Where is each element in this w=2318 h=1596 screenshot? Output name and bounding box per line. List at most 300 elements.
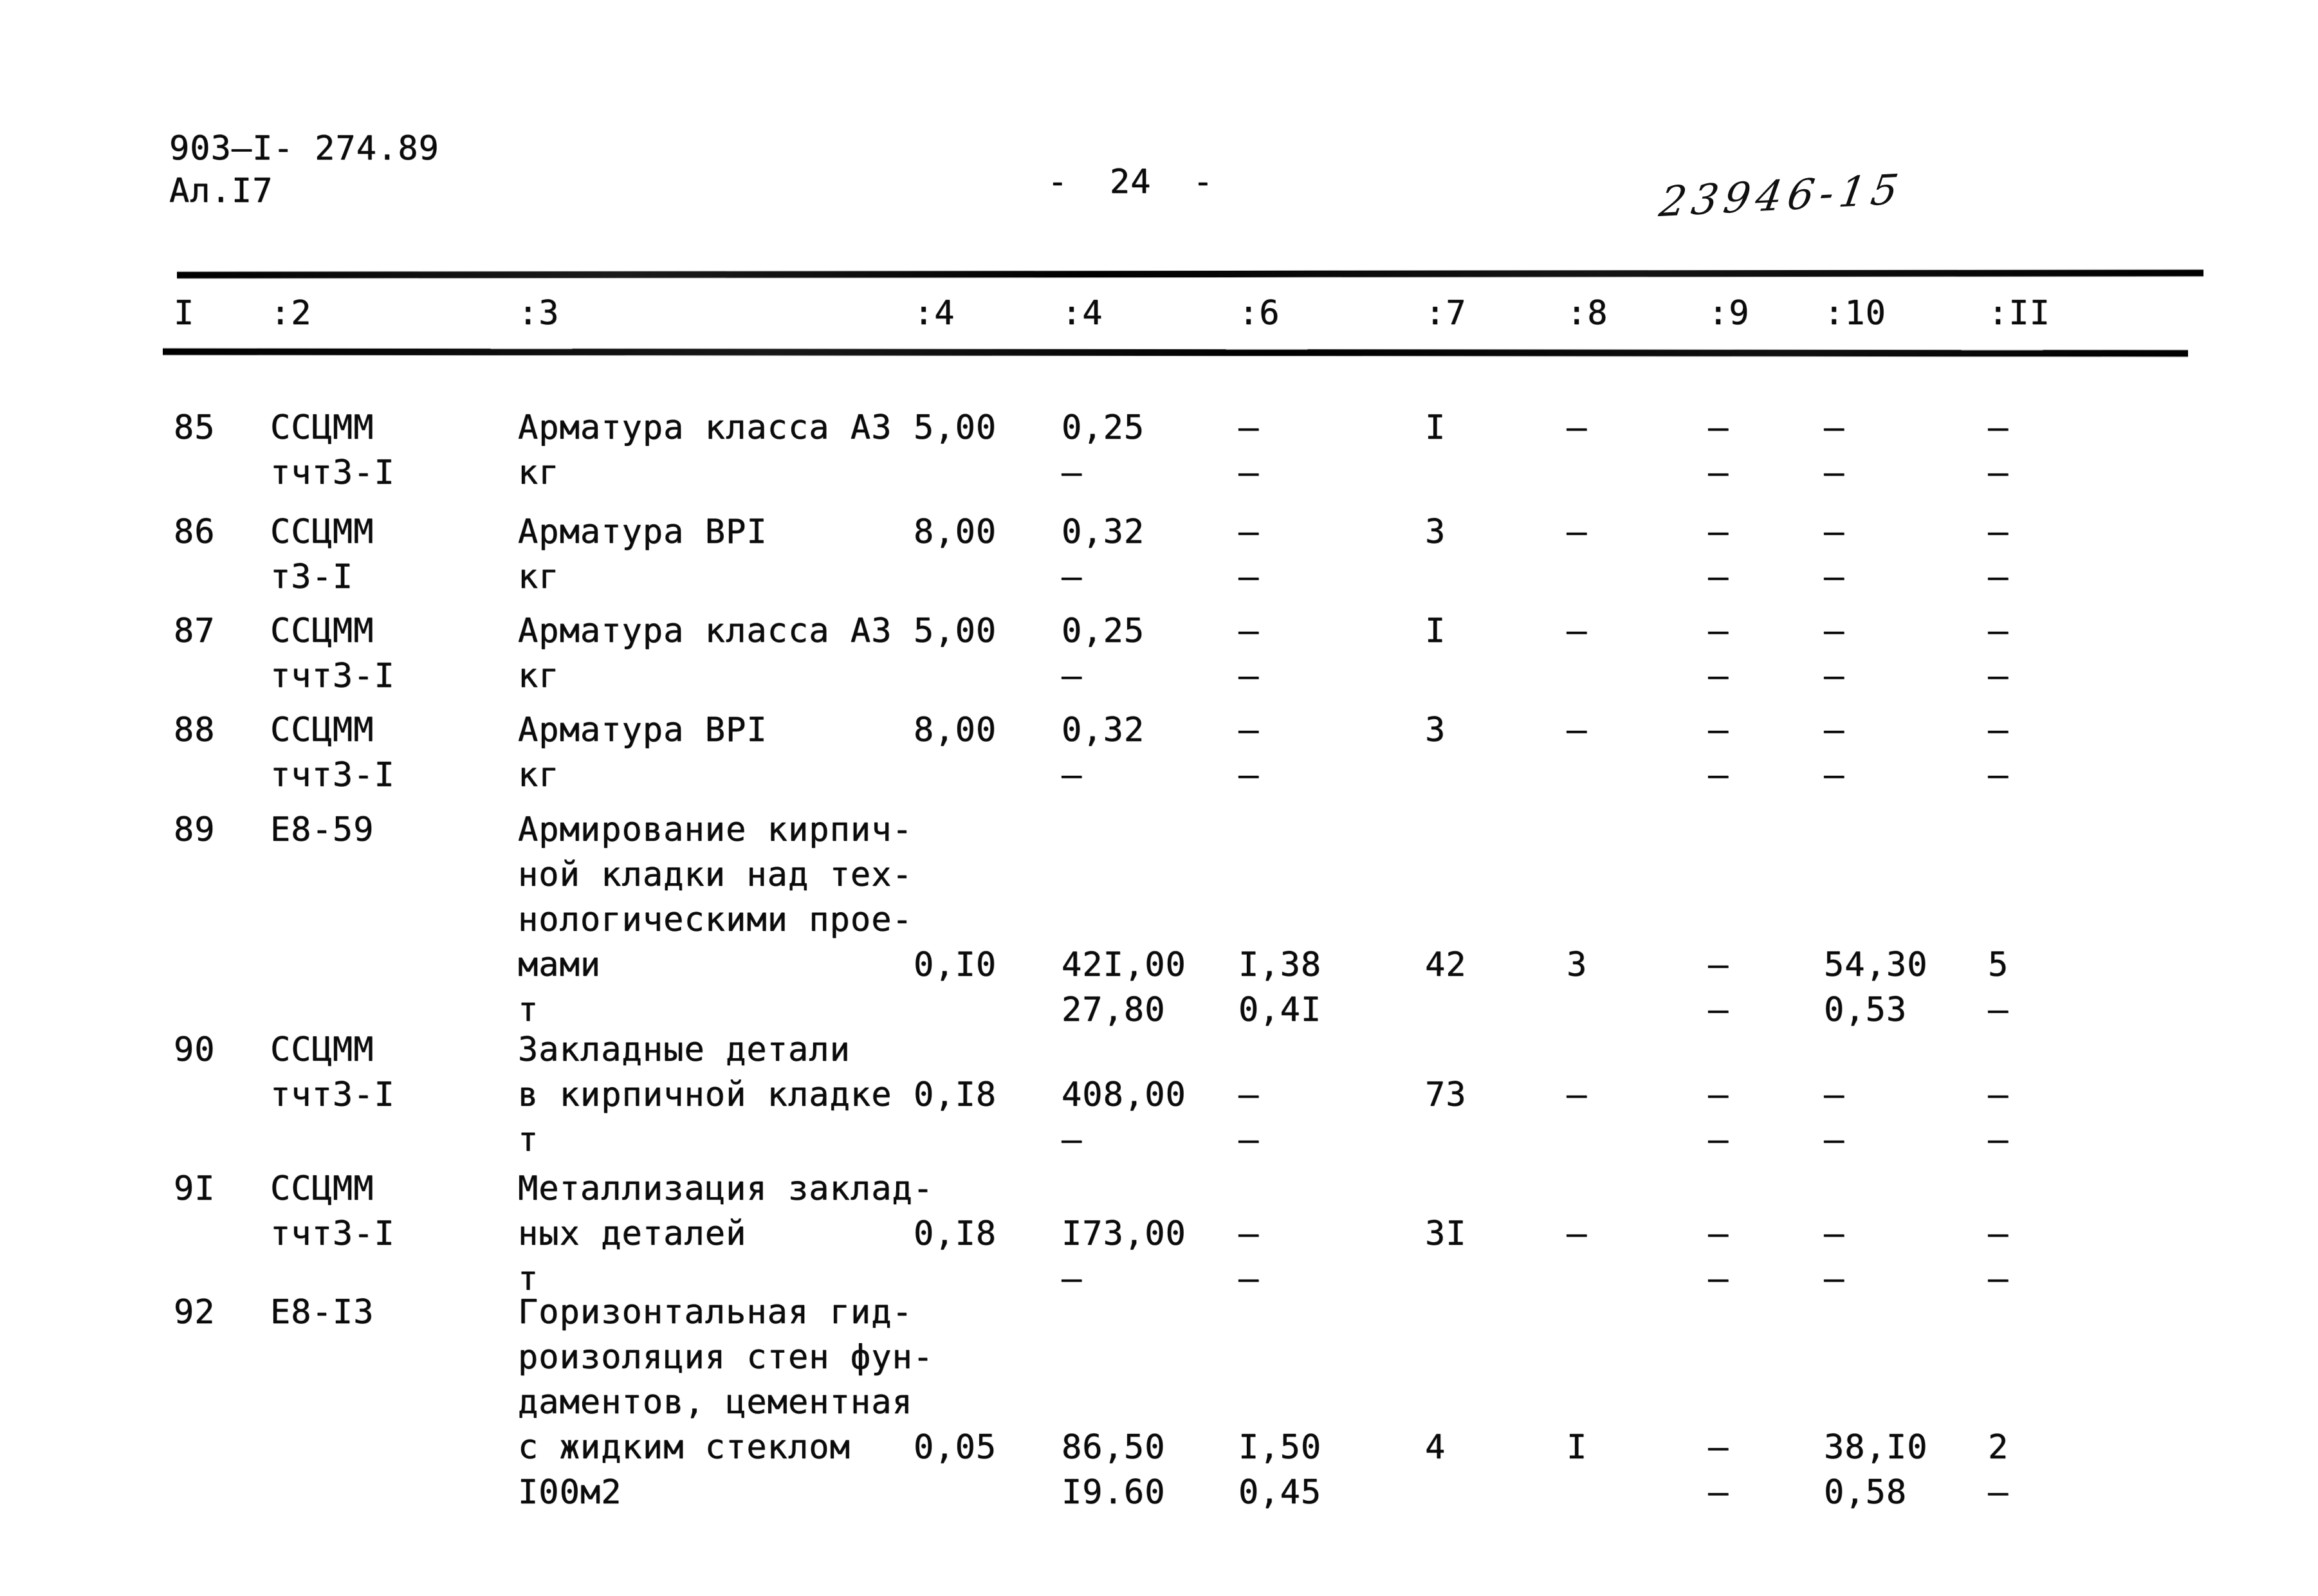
cell-line	[1824, 1290, 1928, 1335]
cell-line: 38,I0	[1824, 1428, 1928, 1467]
cell-line: кг	[518, 756, 560, 794]
cell-line: –	[1708, 756, 1729, 794]
table-cell	[1824, 708, 1844, 798]
table-cell	[174, 807, 216, 852]
cell-line: –	[1824, 657, 1845, 695]
cell-line: –	[1824, 1121, 1845, 1159]
cell-line: I,50	[1238, 1428, 1322, 1467]
cell-line: 0,32	[1062, 711, 1145, 749]
cell-line	[1708, 1290, 1729, 1335]
table-cell	[914, 1027, 997, 1117]
cell-line: ССЦММ	[270, 1031, 374, 1069]
table-cell	[1238, 1290, 1321, 1515]
cell-line: в кирпичной кладке	[518, 1076, 892, 1114]
cell-line: тчт3-I	[270, 454, 395, 492]
cell-line	[1567, 1027, 1587, 1072]
cell-line: –	[1708, 1260, 1729, 1298]
table-cell	[1824, 609, 1844, 699]
cell-line	[1988, 852, 2009, 897]
table-cell	[1238, 1166, 1259, 1301]
table-cell	[174, 405, 216, 450]
cell-line	[1824, 1380, 1928, 1425]
cell-line	[1238, 1290, 1321, 1335]
table-cell	[1988, 1166, 2009, 1301]
cell-line: –	[1238, 756, 1260, 794]
cell-line: –	[1238, 1215, 1260, 1253]
cell-line	[914, 1380, 997, 1425]
cell-line: –	[1824, 558, 1845, 596]
table-cell	[174, 708, 216, 753]
cell-line: –	[1708, 408, 1729, 447]
cell-line	[914, 897, 997, 942]
cell-line: –	[1062, 1260, 1083, 1298]
cell-line: 42I,00	[1062, 946, 1186, 984]
cell-line: –	[1824, 454, 1845, 492]
cell-line	[914, 1290, 997, 1335]
cell-line: –	[1988, 1473, 2009, 1512]
table-cell	[174, 509, 216, 555]
cell-line: 0,05	[914, 1428, 997, 1467]
table-cell	[518, 609, 892, 699]
table-cell	[1824, 405, 1844, 495]
cell-line: 27,80	[1062, 991, 1166, 1029]
table-cell	[914, 1290, 997, 1470]
cell-line: Горизонтальная гид-	[518, 1293, 913, 1332]
cell-line: –	[1238, 711, 1260, 749]
table-cell	[1708, 708, 1729, 798]
cell-line: –	[1708, 946, 1729, 984]
table-cell	[1062, 1290, 1166, 1515]
table-cell	[1567, 1027, 1587, 1117]
table-cell	[1988, 1290, 2009, 1515]
cell-line	[1062, 1335, 1166, 1380]
cell-line: –	[1238, 1076, 1260, 1114]
cell-line: 408,00	[1062, 1076, 1186, 1114]
table-cell	[914, 1166, 997, 1256]
cell-line: Арматура класса А3	[518, 408, 892, 447]
cell-line: мами	[518, 946, 602, 984]
table-cell	[1988, 807, 2009, 1032]
cell-line: –	[1988, 454, 2009, 492]
cell-line	[1708, 807, 1729, 852]
table-cell	[1062, 708, 1145, 798]
cell-line: ССЦММ	[270, 1169, 374, 1208]
cell-line: –	[1708, 711, 1729, 749]
cell-line: 3	[1425, 711, 1446, 749]
cell-line: –	[1824, 756, 1845, 794]
table-cell	[1988, 708, 2009, 798]
cell-line: –	[1988, 558, 2009, 596]
table-cell	[1708, 609, 1729, 699]
handwritten-mark: 23946-15	[1656, 165, 1908, 227]
cell-line	[1425, 1027, 1467, 1072]
cell-line	[1238, 1027, 1259, 1072]
cell-line	[1567, 1380, 1587, 1425]
cell-line: –	[1708, 454, 1729, 492]
cell-line: –	[1988, 408, 2009, 447]
table-cell	[1988, 405, 2009, 495]
table-cell	[1988, 509, 2009, 600]
cell-line: 4	[1425, 1428, 1446, 1467]
cell-line: –	[1708, 612, 1729, 650]
cell-line	[914, 807, 997, 852]
cell-line	[1988, 1027, 2009, 1072]
cell-line: 54,30	[1824, 946, 1928, 984]
table-cell	[1988, 609, 2009, 699]
column-header: :4	[1062, 294, 1103, 333]
cell-line: –	[1824, 513, 1845, 551]
column-header: :4	[914, 294, 955, 333]
cell-line: 9I	[174, 1169, 216, 1208]
cell-line: I	[1567, 1428, 1588, 1467]
cell-line: 0,53	[1824, 991, 1908, 1029]
cell-line: т	[518, 991, 539, 1029]
cell-line: 0,25	[1062, 408, 1145, 447]
table-cell	[1708, 1290, 1729, 1515]
table-cell	[1425, 807, 1467, 987]
column-header: :10	[1824, 294, 1886, 333]
cell-line: 0,I8	[914, 1076, 997, 1114]
cell-line	[1988, 807, 2009, 852]
page-number: - 24 -	[1047, 163, 1214, 201]
table-cell	[1708, 1027, 1729, 1162]
table-cell	[1062, 1027, 1186, 1162]
doc-number: 903—I- 274.89	[169, 129, 439, 168]
cell-line: –	[1238, 1121, 1260, 1159]
cell-line	[1425, 1290, 1446, 1335]
cell-line: –	[1824, 711, 1845, 749]
cell-line	[1567, 807, 1587, 852]
column-header: :7	[1425, 294, 1467, 333]
table-cell	[1425, 1290, 1446, 1470]
column-header: I	[174, 294, 195, 333]
cell-line: –	[1824, 1215, 1845, 1253]
cell-line	[1238, 807, 1321, 852]
cell-line	[914, 1335, 997, 1380]
cell-line: –	[1824, 408, 1845, 447]
cell-line	[1425, 897, 1467, 942]
table-cell	[518, 405, 892, 495]
cell-line	[1824, 1335, 1928, 1380]
cell-line: 8,00	[914, 711, 997, 749]
cell-line: –	[1238, 657, 1260, 695]
cell-line: даментов, цементная	[518, 1383, 913, 1422]
table-cell	[1425, 509, 1446, 555]
cell-line: тчт3-I	[270, 1215, 395, 1253]
table-cell	[1238, 708, 1259, 798]
cell-line	[1238, 1166, 1259, 1211]
cell-line	[1988, 897, 2009, 942]
cell-line: –	[1567, 1076, 1588, 1114]
cell-line: Е8-I3	[270, 1293, 374, 1332]
table-cell	[914, 405, 997, 450]
cell-line	[1425, 1380, 1446, 1425]
cell-line: ССЦММ	[270, 513, 374, 551]
table-cell	[1567, 609, 1587, 654]
cell-line: 0,I8	[914, 1215, 997, 1253]
table-cell	[518, 807, 913, 1032]
cell-line: –	[1988, 1215, 2009, 1253]
cell-line	[1824, 1166, 1844, 1211]
cell-line: –	[1824, 612, 1845, 650]
cell-line	[1062, 1166, 1186, 1211]
cell-line	[1238, 852, 1321, 897]
sheet-label: Ал.I7	[169, 172, 273, 210]
cell-line: 0,25	[1062, 612, 1145, 650]
cell-line	[1425, 807, 1467, 852]
cell-line	[1062, 852, 1186, 897]
cell-line: 5,00	[914, 408, 997, 447]
table-cell	[1062, 405, 1145, 495]
cell-line	[1824, 897, 1928, 942]
table-cell	[1708, 509, 1729, 600]
table-cell	[1988, 1027, 2009, 1162]
table-cell	[270, 807, 374, 852]
cell-line: Закладные детали	[518, 1031, 851, 1069]
cell-line	[914, 1027, 997, 1072]
table-cell	[518, 1290, 934, 1515]
cell-line: I	[1425, 408, 1446, 447]
cell-line: –	[1824, 1260, 1845, 1298]
cell-line: I73,00	[1062, 1215, 1186, 1253]
table-cell	[174, 1290, 216, 1335]
cell-line: –	[1708, 1121, 1729, 1159]
table-cell	[1824, 509, 1844, 600]
cell-line: –	[1988, 1076, 2009, 1114]
cell-line	[1062, 1027, 1186, 1072]
cell-line: –	[1988, 991, 2009, 1029]
cell-line	[1567, 1290, 1587, 1335]
cell-line: –	[1988, 612, 2009, 650]
cell-line: ССЦММ	[270, 408, 374, 447]
cell-line	[1567, 1335, 1587, 1380]
cell-line	[1062, 1290, 1166, 1335]
table-cell	[174, 1027, 216, 1072]
cell-line: 89	[174, 811, 216, 849]
cell-line	[1824, 1027, 1844, 1072]
cell-line: –	[1567, 1215, 1588, 1253]
table-cell	[1824, 807, 1928, 1032]
cell-line: –	[1238, 408, 1260, 447]
cell-line: т	[518, 1260, 539, 1298]
table-cell	[1425, 1027, 1467, 1117]
cell-line: 0,4I	[1238, 991, 1322, 1029]
cell-line: I,38	[1238, 946, 1322, 984]
cell-line: 8,00	[914, 513, 997, 551]
cell-line: I9.60	[1062, 1473, 1166, 1512]
cell-line	[1238, 897, 1321, 942]
cell-line: 92	[174, 1293, 216, 1332]
table-cell	[1062, 609, 1145, 699]
table-cell	[914, 807, 997, 987]
cell-line	[1425, 1335, 1446, 1380]
cell-line: –	[1708, 513, 1729, 551]
table-cell	[1062, 807, 1186, 1032]
cell-line	[1708, 1380, 1729, 1425]
cell-line: ССЦММ	[270, 711, 374, 749]
table-cell	[1238, 405, 1259, 495]
cell-line: ных деталей	[518, 1215, 747, 1253]
table-cell	[1708, 807, 1729, 1032]
cell-line	[1238, 1380, 1321, 1425]
table-cell	[1238, 609, 1259, 699]
column-header: :6	[1238, 294, 1280, 333]
table-cell	[1567, 405, 1587, 450]
cell-line: 0,32	[1062, 513, 1145, 551]
cell-line: кг	[518, 558, 560, 596]
table-cell	[270, 609, 395, 699]
cell-line: с жидким стеклом	[518, 1428, 851, 1467]
cell-line	[1062, 1380, 1166, 1425]
cell-line	[1824, 852, 1928, 897]
cell-line: –	[1567, 513, 1588, 551]
cell-line: –	[1062, 756, 1083, 794]
table-cell	[1567, 1166, 1587, 1256]
cell-line: –	[1988, 657, 2009, 695]
table-cell	[1824, 1027, 1844, 1162]
cell-line	[1708, 1166, 1729, 1211]
cell-line	[1567, 1166, 1587, 1211]
cell-line	[1988, 1380, 2009, 1425]
cell-line: –	[1238, 558, 1260, 596]
cell-line: тчт3-I	[270, 1076, 395, 1114]
cell-line: –	[1708, 1215, 1729, 1253]
cell-line: 0,45	[1238, 1473, 1322, 1512]
table-cell	[1567, 509, 1587, 555]
cell-line: 5,00	[914, 612, 997, 650]
table-cell	[518, 509, 768, 600]
cell-line: 86,50	[1062, 1428, 1166, 1467]
cell-line: ной кладки над тех-	[518, 856, 913, 894]
cell-line: –	[1708, 657, 1729, 695]
table-cell	[270, 405, 395, 495]
cell-line: ССЦММ	[270, 612, 374, 650]
table-cell	[1567, 708, 1587, 753]
cell-line	[1062, 807, 1186, 852]
cell-line: –	[1988, 513, 2009, 551]
table-cell	[270, 1166, 395, 1256]
cell-line: Е8-59	[270, 811, 374, 849]
cell-line: –	[1238, 454, 1260, 492]
cell-line: –	[1824, 1076, 1845, 1114]
table-cell	[270, 708, 395, 798]
cell-line: Металлизация заклад-	[518, 1169, 934, 1208]
cell-line: тчт3-I	[270, 756, 395, 794]
cell-line: –	[1238, 1260, 1260, 1298]
cell-line: Арматура класса А3	[518, 612, 892, 650]
cell-line: –	[1567, 612, 1588, 650]
cell-line: –	[1988, 1121, 2009, 1159]
cell-line: 5	[1988, 946, 2009, 984]
cell-line: 86	[174, 513, 216, 551]
cell-line: т	[518, 1121, 539, 1159]
table-cell	[1824, 1166, 1844, 1301]
table-cell	[174, 1166, 216, 1211]
cell-line: 3	[1567, 946, 1588, 984]
cell-line: –	[1708, 1473, 1729, 1512]
cell-line: кг	[518, 454, 560, 492]
cell-line	[1567, 852, 1587, 897]
table-cell	[914, 609, 997, 654]
cell-line: 2	[1988, 1428, 2009, 1467]
cell-line	[1238, 1335, 1321, 1380]
table-cell	[914, 509, 997, 555]
table-cell	[1425, 1166, 1467, 1256]
table-cell	[270, 1027, 395, 1117]
column-header: :2	[270, 294, 312, 333]
cell-line: –	[1062, 558, 1083, 596]
cell-line: –	[1567, 711, 1588, 749]
cell-line: –	[1988, 1260, 2009, 1298]
table-cell	[1238, 807, 1321, 1032]
column-header: :9	[1708, 294, 1750, 333]
cell-line	[914, 852, 997, 897]
table-cell	[1824, 1290, 1928, 1515]
cell-line: 3I	[1425, 1215, 1467, 1253]
cell-line: –	[1238, 513, 1260, 551]
column-header: :8	[1567, 294, 1608, 333]
cell-line: 88	[174, 711, 216, 749]
cell-line: 87	[174, 612, 216, 650]
column-header: :3	[518, 294, 560, 333]
cell-line: 3	[1425, 513, 1446, 551]
cell-line: –	[1708, 1428, 1729, 1467]
table-cell	[1238, 509, 1259, 600]
table-cell	[518, 708, 768, 798]
cell-line: Армирование кирпич-	[518, 811, 913, 849]
cell-line: 0,58	[1824, 1473, 1908, 1512]
table-cell	[1238, 1027, 1259, 1162]
cell-line	[1567, 897, 1587, 942]
table-cell	[518, 1166, 934, 1301]
cell-line: –	[1988, 711, 2009, 749]
table-cell	[1708, 1166, 1729, 1301]
cell-line: нологическими прое-	[518, 901, 913, 939]
cell-line	[1062, 897, 1186, 942]
cell-line: I00м2	[518, 1473, 622, 1512]
cell-line: Арматура ВРI	[518, 513, 768, 551]
cell-line: –	[1062, 657, 1083, 695]
table-cell	[1425, 405, 1446, 450]
cell-line: I	[1425, 612, 1446, 650]
cell-line: 85	[174, 408, 216, 447]
cell-line: –	[1062, 1121, 1083, 1159]
table-cell	[1567, 807, 1587, 987]
table-cell	[518, 1027, 892, 1162]
cell-line: –	[1988, 756, 2009, 794]
cell-line: –	[1708, 558, 1729, 596]
cell-line: 90	[174, 1031, 216, 1069]
cell-line: –	[1567, 408, 1588, 447]
table-cell	[914, 708, 997, 753]
table-cell	[270, 1290, 374, 1335]
cell-line	[1988, 1335, 2009, 1380]
cell-line: 0,I0	[914, 946, 997, 984]
cell-line	[1988, 1290, 2009, 1335]
cell-line: т3-I	[270, 558, 354, 596]
table-cell	[1062, 1166, 1186, 1301]
cell-line	[1425, 852, 1467, 897]
table-cell	[1567, 1290, 1587, 1470]
cell-line: 42	[1425, 946, 1467, 984]
cell-line	[1708, 1335, 1729, 1380]
cell-line: –	[1708, 1076, 1729, 1114]
table-cell	[1062, 509, 1145, 600]
cell-line	[1824, 807, 1928, 852]
cell-line	[1708, 852, 1729, 897]
cell-line: –	[1062, 454, 1083, 492]
cell-line: роизоляция стен фун-	[518, 1338, 934, 1377]
